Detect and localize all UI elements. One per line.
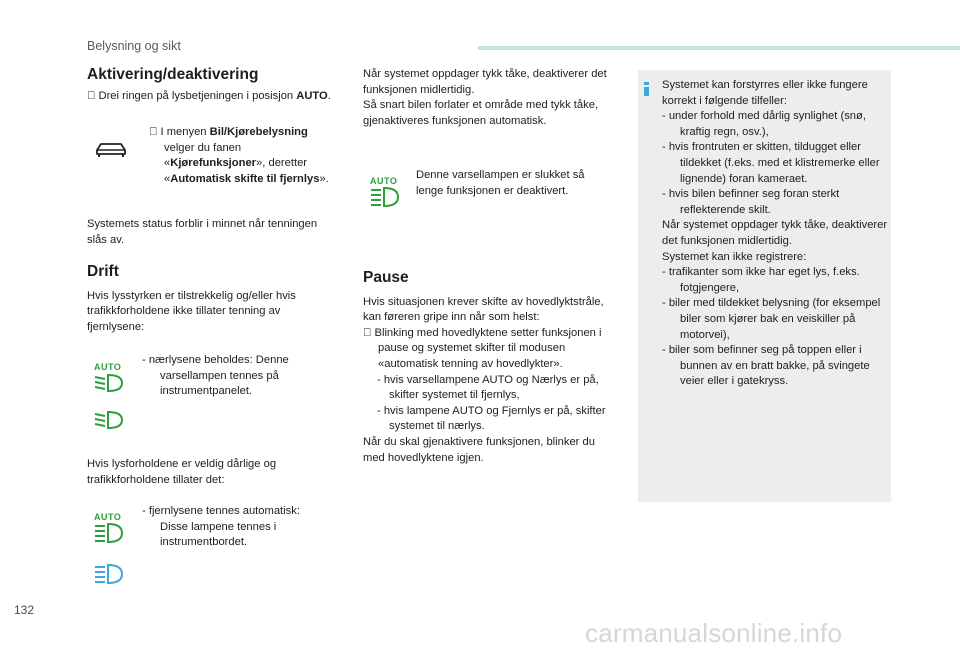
high-beam-icon (94, 563, 130, 585)
section-title-activation: Aktivering/deaktivering (87, 66, 259, 83)
watermark: carmanualsonline.info (585, 618, 843, 648)
car-icon (94, 140, 128, 160)
info-note-text: Systemet kan forstyrres eller ikke fungere korrekt i følgende tilfeller: - under forhold med dårlig synlighet (snø, kraftig regn, osv.), - hvis frontruten er skitten, tildugget eller tildekket (f.eks. med et klistremerke eller lignende) foran kameraet. - hvis bilen befinner seg foran sterkt reflekterende skilt. Når systemet oppdager tykk tåke, deaktiverer det funksjonen midlertidig. Systemet kan ikke registrere: - trafikanter som ikke har eget lys, f.eks. fotgjengere, - biler med tildekket belysning (for eksempel biler som kjører bak en veiskiller på motorvei), - biler som befinner seg på toppen eller i bunnen av en bratt bakke, på svingete veier eller i gatekryss. (662, 79, 888, 388)
pause-bullet: Blinking med hovedlyktene setter funksjonen i pause og systemet skifter til modusen «automatisk tenning av hovedlykter». (363, 326, 590, 370)
pause-paragraph-2: Når du skal gjenaktivere funksjonen, blinker du med hovedlyktene igjen. (363, 435, 595, 464)
header-bar (478, 46, 960, 50)
drift-dash-1: - nærlysene beholdes: Denne varsellampen tennes på instrumentpanelet. (142, 354, 289, 398)
auto-high-beam-icon: AUTO (94, 512, 130, 546)
page-number: 132 (14, 603, 35, 617)
column-2-top (363, 67, 618, 129)
fog-reactivate-paragraph: Så snart bilen forlater et område med tykk tåke, gjenaktiveres funksjonen automatisk. (363, 99, 599, 127)
drift-paragraph-1: Hvis lysstyrken er tilstrekkelig og/eller hvis trafikkforholdene ikke tillater tenning av fjernlysene: (87, 289, 296, 333)
drift-paragraph-2: Hvis lysforholdene er veldig dårlige og trafikkforholdene tillater det: (87, 458, 277, 486)
pause-section (363, 270, 618, 466)
pause-paragraph-1: Hvis situasjonen krever skifte av hovedlyktstråle, kan føreren gripe inn når som helst: (363, 295, 604, 324)
info-icon (644, 82, 649, 96)
status-text: Systemets status forblir i minnet når tenningen slås av. (87, 218, 318, 246)
pause-dash-2: - hvis lampene AUTO og Fjernlys er på, skifter systemet til nærlys. (377, 404, 606, 433)
low-beam-icon (94, 409, 130, 431)
column-1 (87, 67, 337, 104)
section-header: Belysning og sikt (87, 39, 181, 53)
bullet-turn-ring: Drei ringen på lysbetjeningen i posisjon AUTO. (87, 89, 320, 102)
drift-dash-2: - fjernlysene tennes automatisk: Disse lampene tennes i instrumentbordet. (142, 505, 300, 549)
section-title-pause: Pause (363, 269, 409, 286)
drift-section (87, 264, 337, 335)
fog-paragraph: Når systemet oppdager tykk tåke, deaktiverer det funksjonen midlertidig. (363, 68, 607, 96)
section-title-drift: Drift (87, 263, 119, 280)
auto-low-beam-icon: AUTO (94, 362, 130, 396)
menu-instruction: I menyen Bil/Kjørebelysning velger du fanen «Kjørefunksjoner», deretter «Automatisk skifte til fjernlys». (149, 126, 329, 185)
lamp-off-text: Denne varsellampen er slukket så lenge funksjonen er deaktivert. (416, 169, 585, 197)
pause-dash-1: - hvis varsellampene AUTO og Nærlys er på, skifter systemet til fjernlys, (377, 373, 599, 402)
auto-off-icon: AUTO (370, 176, 406, 210)
